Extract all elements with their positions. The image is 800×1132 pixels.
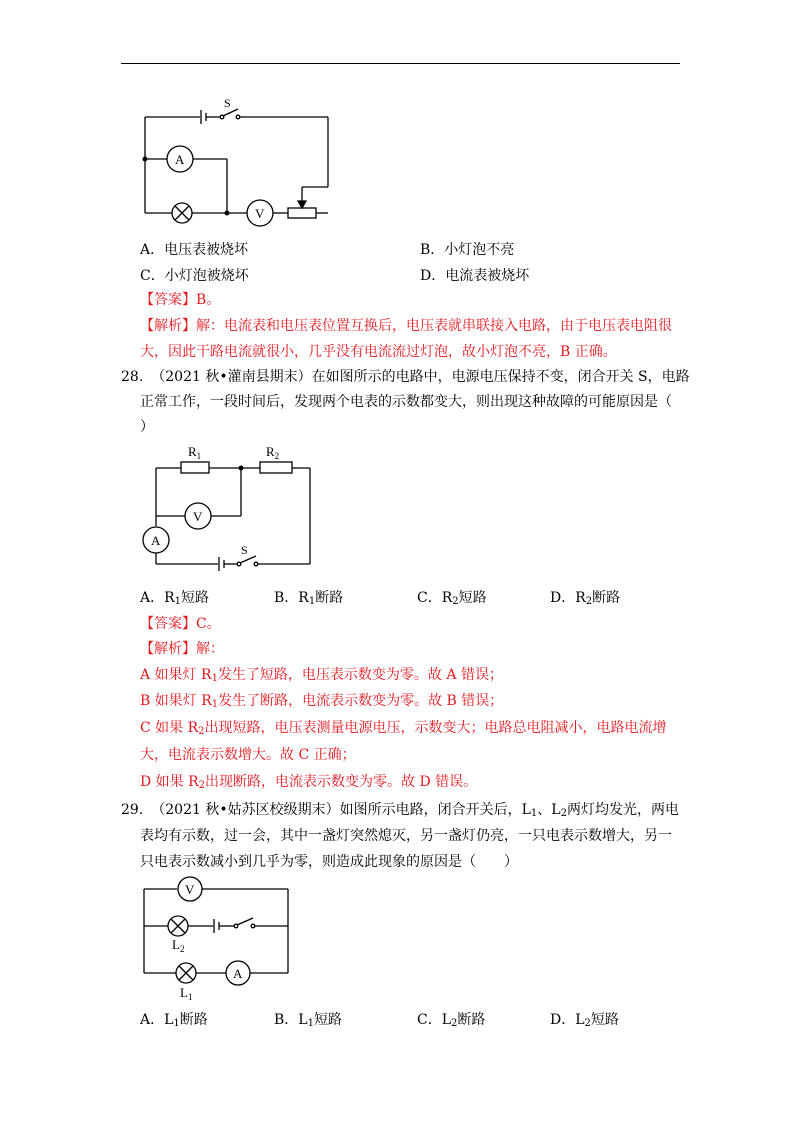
q28-analysis-c: C 如果 $R_2$出现短路，电压表测量电源电压，示数变大；电路总电阻减小，电路电流增 — [140, 720, 667, 737]
q29-line3: 只电表示数减小到几乎为零，则造成此现象的原因是（ ） — [140, 854, 518, 870]
question-text: （2021 秋•灌南县期末）在如图所示的电路中，电源电压保持不变，闭合开关 S，电路 — [151, 369, 690, 385]
q28-line3: ） — [140, 419, 154, 435]
q28-line1 — [121, 367, 690, 387]
q28-option-d[interactable]: D．$R_2$断路 — [550, 590, 621, 607]
q28-analysis-d: D 如果 $R_2$出现断路，电流表示数变为零。故 D 错误。 — [140, 774, 478, 791]
q29-line1: 29. （2021 秋•姑苏区校级期末）如图所示电路，闭合开关后，$L_1$、$L_2$两灯均发光，两电 — [121, 802, 679, 819]
q27-answer: 【答案】B。 — [140, 292, 221, 308]
q28-analysis: 【解析】解： — [140, 641, 224, 657]
question-number: 29. — [121, 802, 144, 818]
q27-analysis-line1 — [140, 316, 672, 336]
q28-analysis-a: A 如果灯 $R_1$发生了短路，电压表示数变为零。故 A 错误； — [140, 667, 503, 684]
circuit-figure-q28 — [140, 440, 320, 580]
q29-option-b[interactable]: B．$L_1$短路 — [274, 1012, 342, 1029]
voltmeter-label: V — [255, 206, 265, 221]
q27-option-c[interactable]: C．小灯泡被烧坏 — [140, 268, 249, 284]
ammeter-label: A — [233, 966, 243, 981]
ammeter-label: A — [175, 152, 185, 167]
q29-option-c[interactable]: C．$L_2$断路 — [417, 1012, 486, 1029]
q28-line2: 正常工作，一段时间后，发现两个电表的示数都变大，则出现这种故障的可能原因是（ — [140, 394, 672, 410]
q29-option-a[interactable]: A．$L_1$断路 — [140, 1012, 208, 1029]
q28-option-b[interactable]: B．$R_1$断路 — [274, 590, 344, 607]
q27-analysis-line2: 大，因此干路电流就很小，几乎没有电流流过灯泡，故小灯泡不亮，B 正确。 — [140, 344, 617, 360]
analysis-text: 解：电流表和电压表位置互换后，电压表就串联接入电路，由于电压表电阻很 — [196, 318, 672, 334]
switch-label: S — [224, 96, 231, 110]
ammeter-label: A — [151, 533, 161, 548]
q29-line2: 表均有示数，过一会，其中一盏灯突然熄灭，另一盏灯仍亮，一只电表示数增大，另一 — [140, 828, 672, 844]
q27-option-d[interactable]: D．电流表被烧坏 — [420, 268, 530, 284]
q27-option-b[interactable]: B．小灯泡不亮 — [420, 242, 515, 258]
analysis-label: 【解析】 — [140, 318, 196, 334]
l2-label: $L_2$ — [172, 937, 185, 954]
question-number: 28. — [121, 369, 144, 385]
l1-label: $L_1$ — [180, 985, 193, 1002]
switch-label: S — [241, 543, 248, 557]
header-rule — [121, 63, 680, 64]
circuit-figure-q29 — [140, 875, 300, 1005]
voltmeter-label: V — [193, 509, 203, 524]
q29-option-d[interactable]: D．$L_2$短路 — [550, 1012, 619, 1029]
q28-analysis-c2: 大，电流表示数增大。故 C 正确； — [140, 747, 356, 763]
q28-option-a[interactable]: A．$R_1$短路 — [140, 590, 210, 607]
q28-option-c[interactable]: C．$R_2$短路 — [417, 590, 487, 607]
r2-label: $R_2$ — [266, 444, 280, 461]
q28-analysis-b: B 如果灯 $R_1$发生了断路，电流表示数变为零。故 B 错误； — [140, 693, 504, 710]
circuit-figure-q27 — [130, 95, 330, 230]
q27-option-a[interactable]: A．电压表被烧坏 — [140, 242, 249, 258]
r1-label: $R_1$ — [188, 444, 202, 461]
voltmeter-label: V — [185, 882, 195, 897]
q28-answer: 【答案】C。 — [140, 616, 221, 632]
